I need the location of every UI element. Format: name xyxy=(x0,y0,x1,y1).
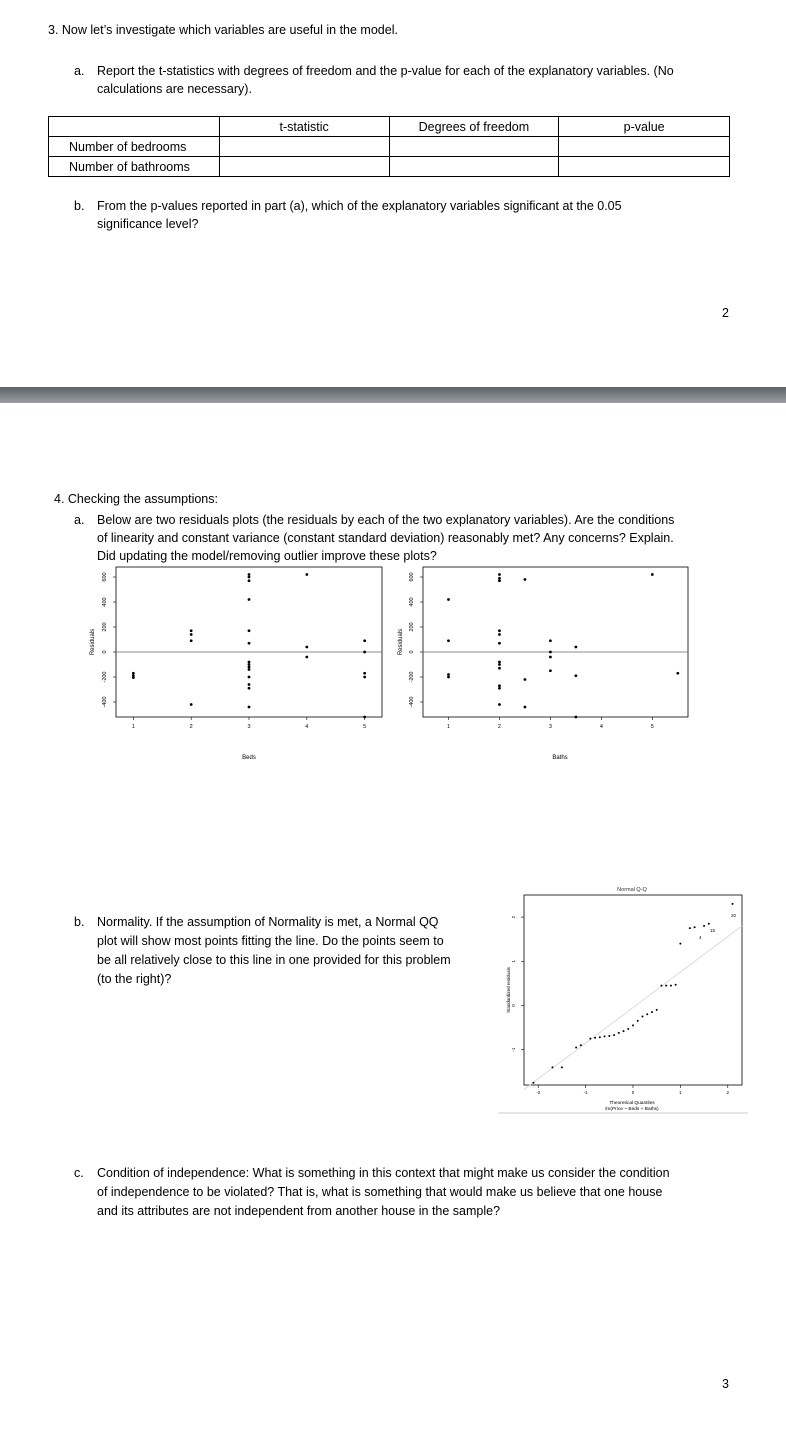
data-point xyxy=(551,1066,553,1068)
data-point xyxy=(651,1011,653,1013)
data-point xyxy=(623,1030,625,1032)
residuals-baths-plot xyxy=(392,563,702,773)
data-point xyxy=(248,668,251,671)
y-tick-label: -400 xyxy=(409,696,415,708)
x-tick-label: 5 xyxy=(650,724,654,730)
data-point xyxy=(190,639,193,642)
data-point xyxy=(646,1013,648,1015)
data-point xyxy=(248,676,251,679)
data-point xyxy=(248,666,251,669)
x-axis xyxy=(447,717,654,730)
data-point xyxy=(651,573,654,576)
x-tick-label: -2 xyxy=(536,1090,541,1095)
y-tick-label: -200 xyxy=(102,671,108,683)
data-point xyxy=(498,667,501,670)
data-point xyxy=(689,927,691,929)
y-tick-label: 0 xyxy=(409,650,415,654)
q4-a-line2: of linearity and constant variance (constant standard deviation) reasonably met? Any concerns? Explain. xyxy=(97,531,674,545)
data-point xyxy=(580,1044,582,1046)
data-point xyxy=(498,577,501,580)
data-point xyxy=(248,573,251,576)
x-tick-label: -1 xyxy=(583,1090,588,1095)
point-annotation: 4 xyxy=(699,935,702,940)
data-point xyxy=(549,639,552,642)
y-tick-label: 200 xyxy=(409,622,415,632)
q4-b-marker: b. xyxy=(74,915,85,929)
data-point xyxy=(599,1036,601,1038)
data-point xyxy=(248,576,251,579)
data-point xyxy=(248,579,251,582)
data-point xyxy=(574,674,577,677)
table-header-cell: p-value xyxy=(559,117,730,137)
data-point xyxy=(498,629,501,632)
x-axis-sublabel: lm(Price ~ Beds + Baths) xyxy=(605,1107,659,1112)
page-number: 3 xyxy=(722,1377,729,1391)
data-point xyxy=(248,642,251,645)
y-axis xyxy=(409,572,423,707)
y-tick-label: 600 xyxy=(102,572,108,582)
reference-line xyxy=(524,926,742,1089)
data-point xyxy=(632,1024,634,1026)
data-point xyxy=(498,684,501,687)
data-point xyxy=(248,661,251,664)
x-tick-label: 2 xyxy=(189,724,193,730)
data-point xyxy=(498,661,501,664)
data-point xyxy=(524,578,527,581)
x-tick-label: 2 xyxy=(497,724,501,730)
y-tick-label: -1 xyxy=(511,1047,516,1052)
q4-b-line4: (to the right)? xyxy=(97,972,172,986)
q4-c-line2: of independence to be violated? That is, what is something that would make us believe that one house xyxy=(97,1185,663,1199)
data-point xyxy=(679,943,681,945)
table-row xyxy=(49,157,730,177)
data-point xyxy=(660,985,662,987)
y-tick-label: 1 xyxy=(511,960,516,963)
data-point xyxy=(641,1016,643,1018)
data-point xyxy=(305,573,308,576)
data-point xyxy=(524,706,527,709)
data-point xyxy=(532,1082,534,1084)
x-tick-label: 3 xyxy=(247,724,251,730)
data-point xyxy=(248,683,251,686)
x-tick-label: 4 xyxy=(599,724,603,730)
table-cell[interactable] xyxy=(219,157,389,177)
data-point xyxy=(248,687,251,690)
data-point xyxy=(708,923,710,925)
q4-heading: 4. Checking the assumptions: xyxy=(54,492,218,506)
y-tick-label: 0 xyxy=(102,650,108,654)
data-point xyxy=(498,642,501,645)
x-axis-label: Beds xyxy=(242,755,256,761)
data-point xyxy=(575,1046,577,1048)
y-tick-label: 2 xyxy=(511,915,516,919)
page-separator xyxy=(0,387,786,403)
x-tick-label: 0 xyxy=(631,1090,635,1095)
q3-b-marker: b. xyxy=(74,199,85,213)
data-point xyxy=(561,1066,563,1068)
data-point xyxy=(676,672,679,675)
q4-c-line3: and its attributes are not independent from another house in the sample? xyxy=(97,1204,501,1218)
x-axis-label: Baths xyxy=(552,755,568,761)
data-point xyxy=(613,1034,615,1036)
table-cell[interactable] xyxy=(219,137,389,157)
q4-a-line3: Did updating the model/removing outlier improve these plots? xyxy=(97,549,437,563)
x-tick-label: 1 xyxy=(679,1090,682,1095)
y-tick-label: 400 xyxy=(102,597,108,607)
q3-heading: 3. Now let’s investigate which variables are useful in the model. xyxy=(48,23,398,37)
q4-c-line1: Condition of independence: What is something in this context that might make us consider the condition xyxy=(97,1166,670,1180)
x-tick-label: 2 xyxy=(726,1090,730,1095)
data-point xyxy=(604,1035,606,1037)
data-point xyxy=(524,678,527,681)
data-point xyxy=(549,651,552,654)
x-tick-label: 3 xyxy=(548,724,552,730)
x-tick-label: 1 xyxy=(131,724,135,730)
q4-b-line1: Normality. If the assumption of Normality is met, a Normal QQ xyxy=(97,915,439,929)
table-header-cell: Degrees of freedom xyxy=(389,117,559,137)
data-point xyxy=(608,1035,610,1037)
data-point xyxy=(248,663,251,666)
data-point xyxy=(589,1038,591,1040)
x-tick-label: 1 xyxy=(446,724,451,730)
q3-b-line1: From the p-values reported in part (a), which of the explanatory variables significant at the 0.05 xyxy=(97,199,622,213)
y-axis-label: Residuals xyxy=(398,628,404,656)
data-point xyxy=(132,676,135,679)
table-header-cell: t-statistic xyxy=(219,117,389,137)
y-tick-label: 600 xyxy=(409,572,415,582)
residual-points xyxy=(447,573,679,718)
answer-table xyxy=(48,116,730,177)
table-row-label: Number of bedrooms xyxy=(49,137,220,157)
x-axis xyxy=(536,1085,729,1095)
data-point xyxy=(363,676,366,679)
data-point xyxy=(305,656,308,659)
data-point xyxy=(498,633,501,636)
data-point xyxy=(363,651,366,654)
point-annotation: 15 xyxy=(710,928,716,933)
data-point xyxy=(447,673,450,676)
residuals-beds-plot xyxy=(84,563,394,773)
y-axis xyxy=(102,572,116,707)
table-header-row xyxy=(49,117,730,137)
y-tick-label: 0 xyxy=(511,1004,516,1007)
data-point xyxy=(447,598,450,601)
plot-frame xyxy=(423,567,688,717)
table-header-cell xyxy=(49,117,220,137)
point-annotation: 20 xyxy=(731,913,737,918)
data-point xyxy=(665,985,667,987)
q4-c-marker: c. xyxy=(74,1166,84,1180)
data-point xyxy=(498,579,501,582)
q3-a-line2: calculations are necessary). xyxy=(97,82,252,96)
qq-points xyxy=(532,903,733,1084)
table-cell[interactable] xyxy=(559,157,730,177)
data-point xyxy=(190,633,193,636)
data-point xyxy=(305,646,308,649)
table-cell[interactable] xyxy=(389,157,559,177)
data-point xyxy=(190,629,193,632)
data-point xyxy=(363,716,366,719)
y-tick-label: -200 xyxy=(409,671,415,683)
q4-b-line2: plot will show most points fitting the line. Do the points seem to xyxy=(97,934,444,948)
data-point xyxy=(574,646,577,649)
data-point xyxy=(574,716,577,719)
residual-points xyxy=(132,573,366,718)
page-number: 2 xyxy=(722,306,729,320)
q3-a-line1: Report the t-statistics with degrees of freedom and the p-value for each of the explanatory variables. (No xyxy=(97,64,674,78)
data-point xyxy=(132,672,135,675)
data-point xyxy=(637,1020,639,1022)
y-tick-label: -400 xyxy=(102,696,108,708)
table-cell[interactable] xyxy=(559,137,730,157)
y-axis-label: Standardized residuals xyxy=(506,967,511,1013)
x-axis-label: Theoretical Quantiles xyxy=(609,1101,655,1106)
y-axis xyxy=(511,915,524,1051)
data-point xyxy=(694,926,696,928)
y-tick-label: 400 xyxy=(409,597,415,607)
data-point xyxy=(670,985,672,987)
data-point xyxy=(447,676,450,679)
data-point xyxy=(447,639,450,642)
y-axis-label: Residuals xyxy=(90,628,96,656)
data-point xyxy=(498,663,501,666)
q4-b-line3: be all relatively close to this line in one provided for this problem xyxy=(97,953,451,967)
x-axis xyxy=(132,717,366,730)
q3-b-line2: significance level? xyxy=(97,217,199,231)
data-point xyxy=(498,687,501,690)
data-point xyxy=(190,703,193,706)
data-point xyxy=(732,903,734,905)
q4-a-line1: Below are two residuals plots (the residuals by each of the two explanatory variables). Are the conditions xyxy=(97,513,675,527)
x-tick-label: 4 xyxy=(305,724,309,730)
normal-qq-plot xyxy=(494,882,754,1116)
data-point xyxy=(248,598,251,601)
data-point xyxy=(363,639,366,642)
data-point xyxy=(675,984,677,986)
data-point xyxy=(248,706,251,709)
x-tick-label: 5 xyxy=(363,724,367,730)
data-point xyxy=(363,672,366,675)
q4-a-marker: a. xyxy=(74,513,85,527)
data-point xyxy=(248,629,251,632)
data-point xyxy=(498,573,501,576)
chart-title: Normal Q-Q xyxy=(617,887,647,893)
table-cell[interactable] xyxy=(389,137,559,157)
table-row xyxy=(49,137,730,157)
q3-a-marker: a. xyxy=(74,64,85,78)
table-row-label: Number of bathrooms xyxy=(49,157,220,177)
data-point xyxy=(627,1028,629,1030)
data-point xyxy=(549,669,552,672)
data-point xyxy=(618,1032,620,1034)
data-point xyxy=(594,1037,596,1039)
data-point xyxy=(549,656,552,659)
y-tick-label: 200 xyxy=(102,622,108,632)
data-point xyxy=(703,925,705,927)
data-point xyxy=(656,1009,658,1011)
data-point xyxy=(498,703,501,706)
